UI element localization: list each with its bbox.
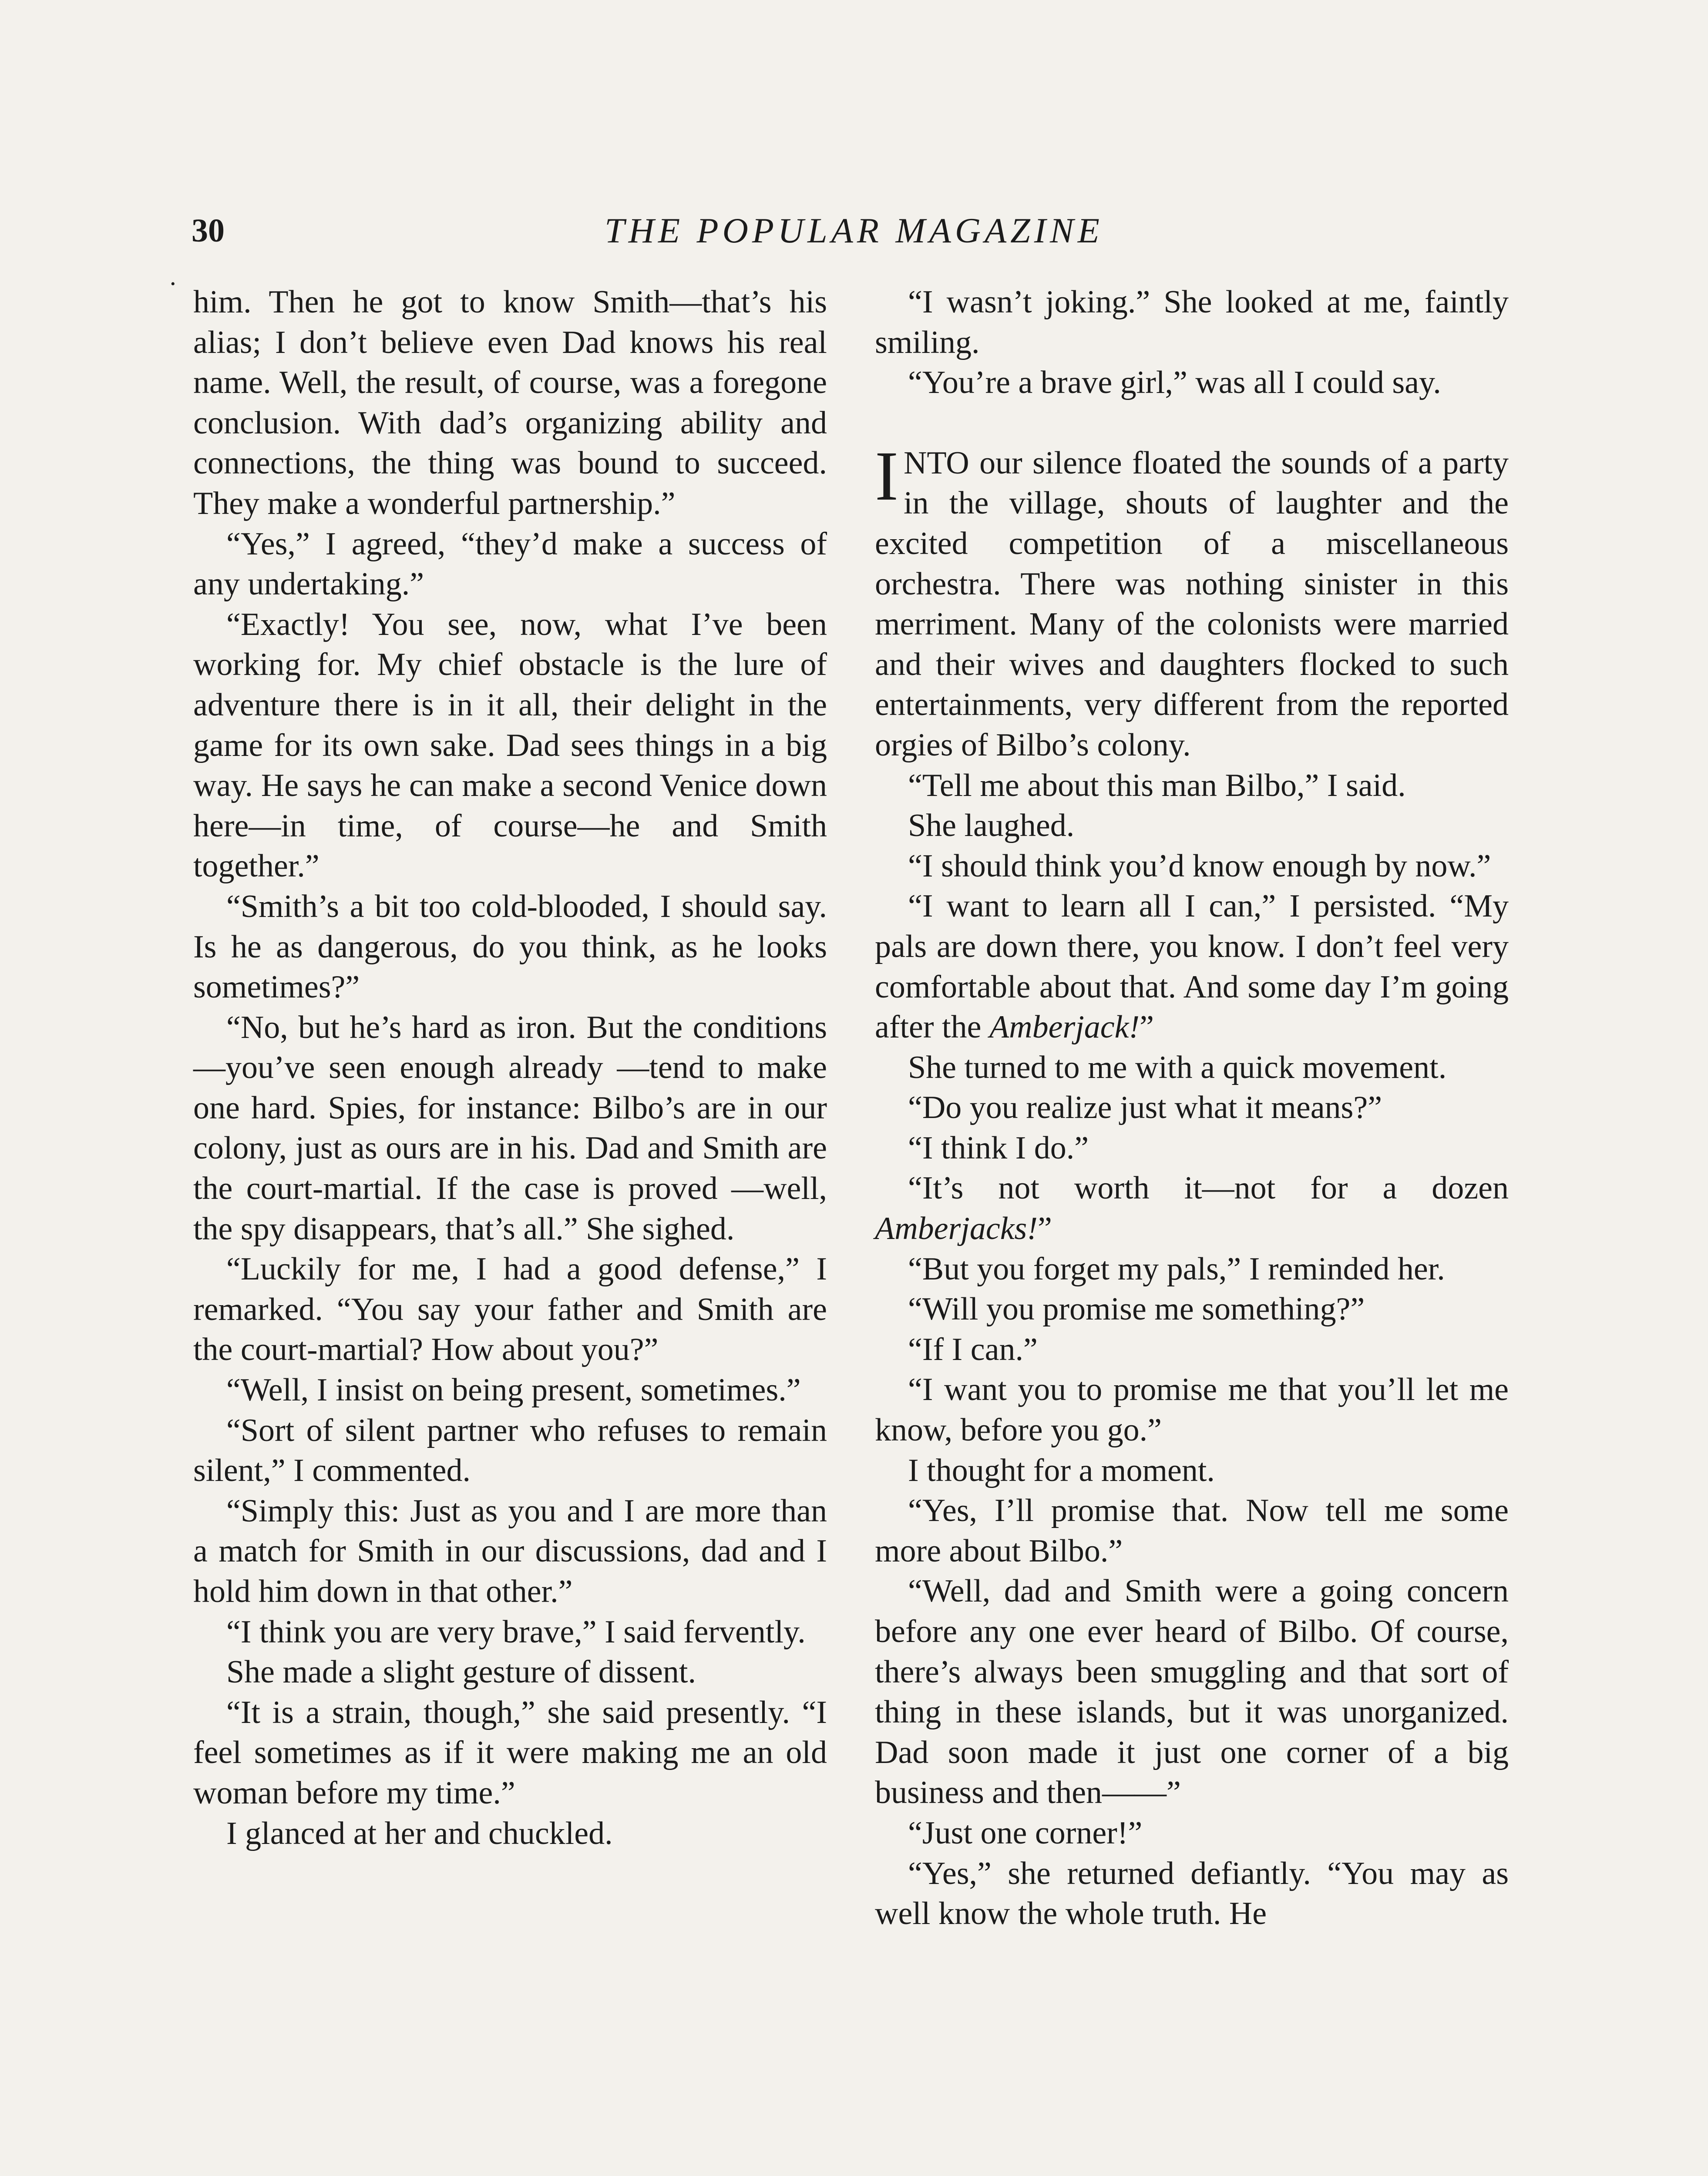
paragraph: “No, but he’s hard as iron. But the conditions—you’ve seen enough already —tend to make one hard. Spies, for instance: Bilbo’s are in our colony, just as ours are in his. Dad and Smith are the court-martial. If the case is proved —well, the spy disappears, that’s all.” She sighed. [193, 1009, 827, 1247]
paragraph: “Do you realize just what it means?” [908, 1090, 1382, 1126]
paragraph: I glanced at her and chuckled. [226, 1815, 613, 1851]
paragraph: “You’re a brave girl,” was all I could say. [908, 365, 1441, 401]
paragraph: She laughed. [908, 808, 1075, 844]
paragraph: “Yes,” she returned defiantly. “You may as well know the whole truth. He [875, 1855, 1509, 1932]
paragraph: She turned to me with a quick movement. [908, 1049, 1447, 1085]
magazine-title: THE POPULAR MAGAZINE [605, 211, 1103, 250]
paragraph: “I think you are very brave,” I said fervently. [226, 1614, 806, 1650]
section-opening-text: NTO our silence floated the sounds of a party in the village, shouts of laughter and the excited competition of a miscellaneous orchestra. There was nothing sinister in this merriment. Many of the colonists were married and their wives and daughters flocked to such entertainments, very different from the reported orgies of Bilbo’s colony. [875, 445, 1509, 763]
paragraph: “Well, I insist on being present, sometimes.” [226, 1372, 801, 1408]
paragraph: “Tell me about this man Bilbo,” I said. [908, 767, 1406, 803]
paragraph: “I wasn’t joking.” She looked at me, faintly smiling. [875, 284, 1509, 360]
paragraph: “Well, dad and Smith were a going concern before any one ever heard of Bilbo. Of course, there’s always been smuggling and that sort of thing in these islands, but it was unorganized. Dad soon made it just one corner of a big business and then——” [875, 1573, 1509, 1811]
paragraph: “If I can.” [908, 1331, 1038, 1367]
paragraph: him. Then he got to know Smith—that’s his alias; I don’t believe even Dad knows his real name. Well, the result, of course, was a foregone conclusion. With dad’s organizing ability and connections, the thing was bound to succeed. They make a wonderful partnership.” [193, 284, 827, 521]
paragraph: “Yes, I’ll promise that. Now tell me some more about Bilbo.” [875, 1493, 1509, 1569]
paragraph: She made a slight gesture of dissent. [226, 1654, 696, 1690]
paragraph: “Just one corner!” [908, 1815, 1143, 1851]
drop-cap: I [875, 437, 898, 515]
paragraph: “Luckily for me, I had a good defense,” I remarked. “You say your father and Smith are the court-martial? How about you?” [193, 1251, 827, 1368]
paragraph: “I think I do.” [908, 1130, 1089, 1166]
paragraph: “Smith’s a bit too cold-blooded, I should say. Is he as dangerous, do you think, as he looks sometimes?” [193, 888, 827, 1005]
section-opening-paragraph [875, 437, 1509, 766]
paragraph: “I should think you’d know enough by now.” [908, 848, 1491, 884]
paragraph: “But you forget my pals,” I reminded her. [908, 1251, 1445, 1287]
paragraph: “Yes,” I agreed, “they’d make a success of any undertaking.” [193, 526, 827, 602]
paragraph: “It is a strain, though,” she said presently. “I feel sometimes as if it were making me an old woman before my time.” [193, 1694, 827, 1811]
paragraph: “Simply this: Just as you and I are more than a match for Smith in our discussions, dad and I hold him down in that other.” [193, 1493, 827, 1609]
right-column [875, 282, 1509, 1934]
paragraph: “Sort of silent partner who refuses to remain silent,” I commented. [193, 1412, 827, 1489]
section-break [875, 403, 1509, 443]
paragraph: “It’s not worth it—not for a dozen Amberjacks!” [875, 1170, 1509, 1247]
paragraph: I thought for a moment. [908, 1452, 1215, 1488]
paragraph: “Exactly! You see, now, what I’ve been working for. My chief obstacle is the lure of adventure there is in it all, their delight in the game for its own sake. Dad sees things in a big way. He says he can make a second Venice down here—in time, of course—he and Smith together.” [193, 606, 827, 884]
left-column [193, 282, 827, 1854]
paragraph: “Will you promise me something?” [908, 1291, 1365, 1327]
paragraph: “I want to learn all I can,” I persisted. “My pals are down there, you know. I don’t feel very comfortable about that. And some day I’m going after the Amberjack!” [875, 888, 1509, 1045]
margin-dot: • [171, 277, 175, 291]
running-header [0, 209, 1708, 261]
page-number: 30 [192, 212, 225, 249]
paragraph: “I want you to promise me that you’ll let me know, before you go.” [875, 1372, 1509, 1448]
